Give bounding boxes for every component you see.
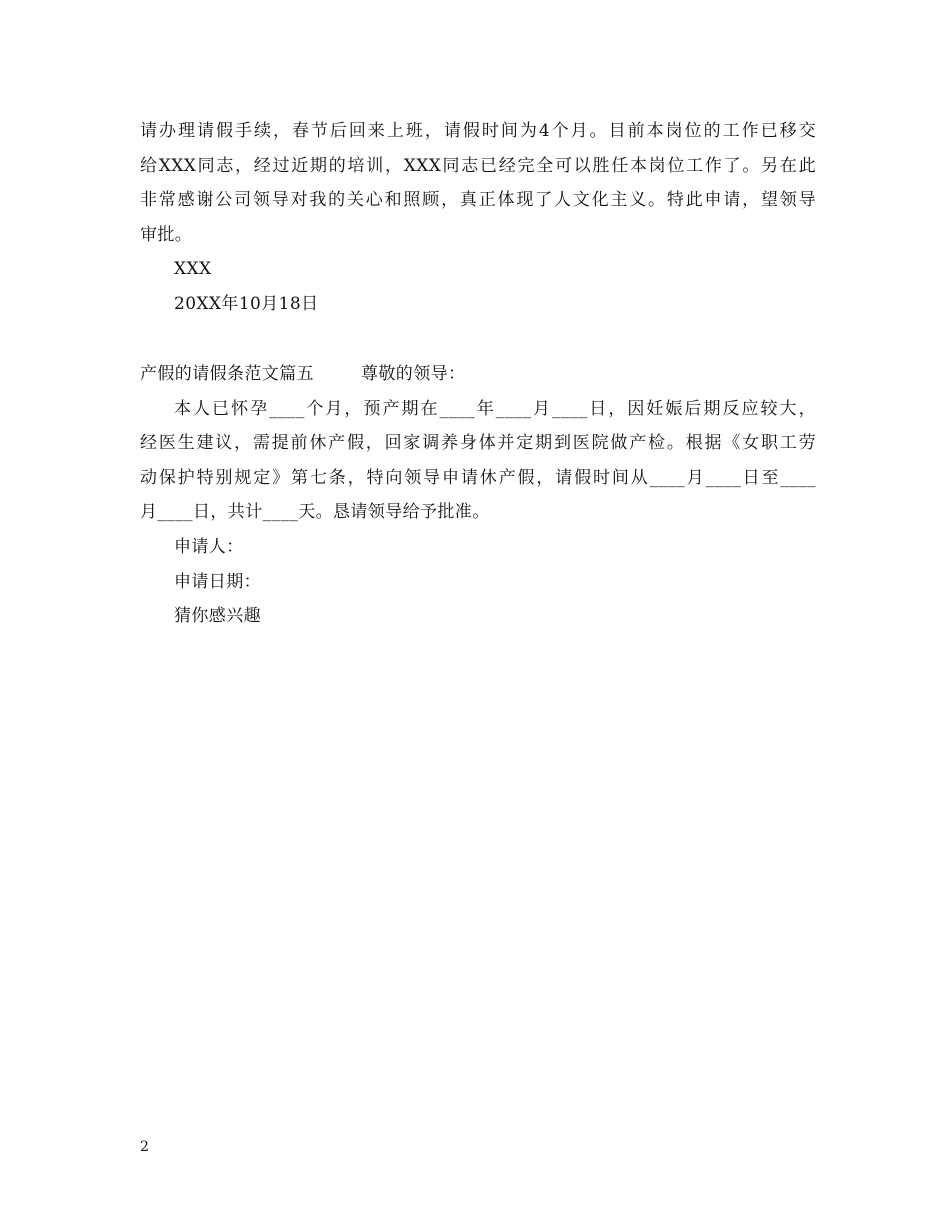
applicant-label: 申请人： [174, 536, 244, 557]
signature: XXX [174, 259, 212, 280]
page-number: 2 [140, 1139, 149, 1155]
application-date-label: 申请日期： [174, 571, 261, 592]
paragraph-line: 本人已怀孕____个月，预产期在____年____月____日，因妊娠后期反应较大， [174, 398, 816, 419]
salutation: 尊敬的领导： [361, 364, 466, 384]
letter-body-continued [140, 114, 816, 322]
sample-letter-five [140, 357, 816, 634]
paragraph-line: 给XXX同志，经过近期的培训，XXX同志已经完全可以胜任本岗位工作了。另在此 [140, 155, 816, 176]
paragraph-line: 请办理请假手续，春节后回来上班，请假时间为4个月。目前本岗位的工作已移交 [140, 121, 816, 141]
paragraph-line: 非常感谢公司领导对我的关心和照顾，真正体现了人文化主义。特此申请，望领导 [140, 190, 816, 211]
paragraph-line: 经医生建议，需提前休产假，回家调养身体并定期到医院做产检。根据《女职工劳 [140, 433, 816, 454]
related-articles-label: 猜你感兴趣 [174, 606, 261, 627]
paragraph-line: 月____日，共计____天。恳请领导给予批准。 [140, 502, 490, 523]
section-heading-line [140, 357, 816, 392]
section-title: 产假的请假条范文篇五 [140, 364, 314, 384]
signature-date: 20XX年10月18日 [174, 293, 319, 314]
paragraph-line: 审批。 [140, 224, 193, 245]
paragraph-line: 动保护特别规定》第七条，特向领导申请休产假，请假时间从____月____日至____ [140, 467, 816, 488]
